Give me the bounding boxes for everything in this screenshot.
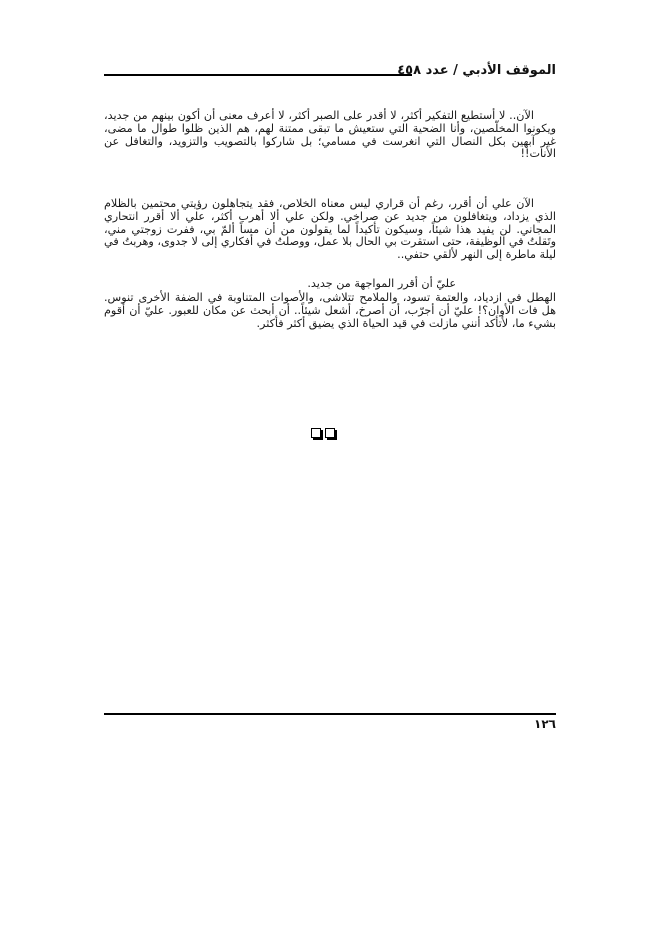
- paragraph-1: الآن.. لا أستطيع التفكير أكثر، لا أقدر على الصبر أكثر، لا أعرف معنى أن أكون بينهم من جديد، ويكونوا المخلّصين، وأنا الضحية التي ستعيش ما تبقى ممتنة لهم، هم الذين ظلوا طوال ما مضى، غير آبهين بكل النصال التي انغرست في مسامي؛ بل شاركوا بالتصويب والتزويد، والتغافل عن الأنات!!: [104, 109, 556, 161]
- paragraph-3: عليّ أن أقرر المواجهة من جديد.: [307, 277, 456, 290]
- square-icon: [325, 428, 335, 438]
- header-rule: [104, 74, 412, 76]
- header-title: الموقف الأدبي / عدد ٤٥٨: [397, 63, 556, 78]
- square-icon: [311, 428, 321, 438]
- running-header: [104, 62, 556, 82]
- paragraph-2: الآن علي أن أقرر، رغم أن قراري ليس معناه الخلاص، فقد يتجاهلون رؤيتي محتمين بالظلام الذي يزداد، ويتغافلون من جديد عن صراخي. ولكن علي ألا أهرب أكثر، علي ألا أقرر انتحاري المجاني. لن يفيد هذا شيئاً، وسيكون تأكيداً لما يقولون من أن مساً ألمّ بي، ففرت زوجتي مني، وتَقلتُ في الوظيفة، حتى استقرت بي الحال بلا عمل، ووصلتُ في أفكاري إلى لا جدوى، وهربتُ في ليلة ماطرة إلى النهر لألقي حتفي..: [104, 197, 556, 262]
- page-number: ١٢٦: [534, 717, 556, 731]
- paragraph-4: الهطل في ازدياد، والعتمة تسود، والملامح تتلاشى، والأصوات المتناوبة في الضفة الأخرى تنوس. هل فات الأوان؟! عليّ أن أجرّب، أن أصرخ، أشعل شيئاً.. أن أبحث عن مكان للعبور. عليّ أن أقوم بشيء ما، لأتأكد أنني مازلت في قيد الحياة الذي يضيق أكثر فأكثر.: [104, 291, 556, 330]
- footer-rule: [104, 713, 556, 715]
- double-square-ornament-icon: [311, 428, 339, 440]
